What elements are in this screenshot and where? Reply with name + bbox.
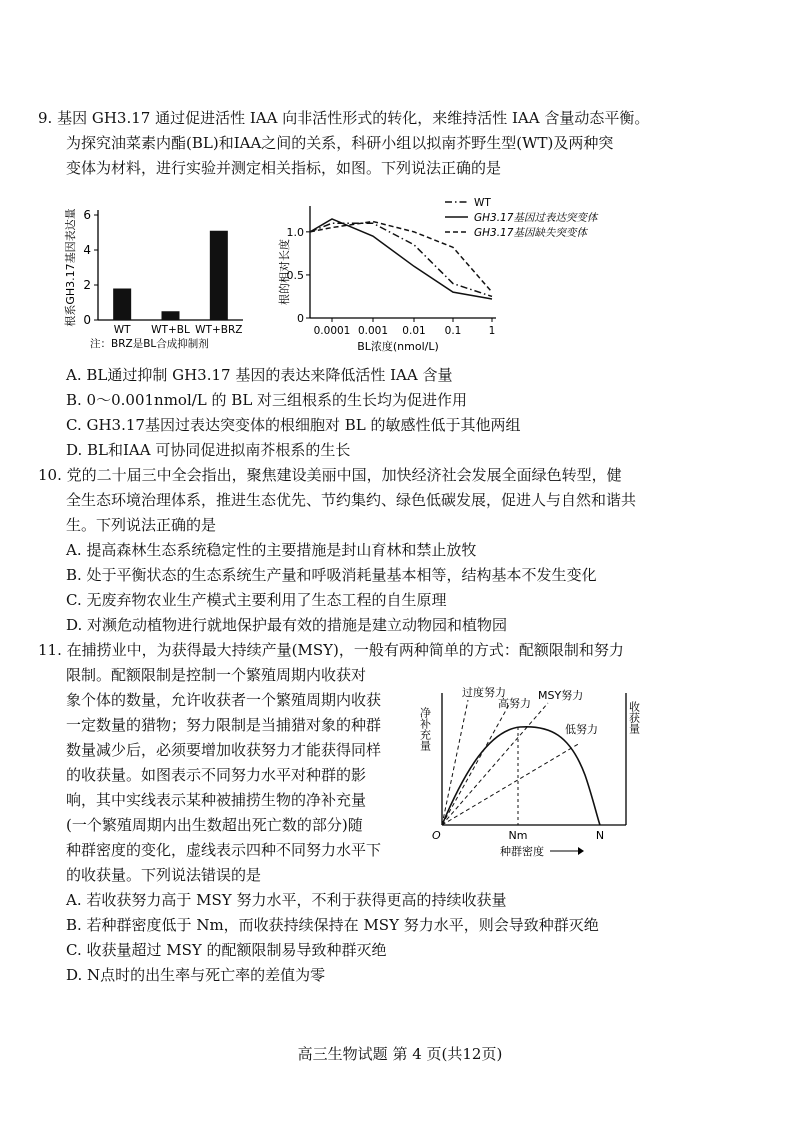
q11-stem-line-5: 数量减少后，必须要增加收获努力才能获得同样	[66, 741, 382, 759]
label-high-effort: 高努力	[498, 697, 531, 710]
q10-option-a: A. 提高森林生态系统稳定性的主要措施是封山育林和禁止放牧	[66, 541, 477, 559]
q11-option-b: B. 若种群密度低于 Nm，而收获持续保持在 MSY 努力水平，则会导致种群灭绝	[66, 916, 599, 934]
series-line-0	[310, 223, 492, 296]
line-x-tick-label: 0.01	[402, 325, 426, 337]
effort-line-3	[442, 743, 580, 825]
q10-stem-line-2: 全生态环境治理体系，推进生态优先、节约集约、绿色低碳发展，促进人与自然和谐共	[66, 491, 637, 509]
bar-WT+BL	[162, 311, 180, 320]
gene-expression-bar-chart	[60, 190, 250, 350]
line-y-tick-label: 1.0	[286, 225, 304, 239]
line-x-tick-label: 0.001	[357, 325, 389, 337]
q9-option-b: B. 0～0.001nmol/L 的 BL 对三组根系的生长均为促进作用	[66, 391, 468, 409]
page-footer: 高三生物试题 第 4 页(共12页)	[297, 1045, 503, 1063]
legend-label-2: GH3.17基因缺失突变体	[474, 227, 587, 239]
q11-stem-line-4: 一定数量的猎物；努力限制是当捕猎对象的种群	[66, 716, 382, 734]
bar-WT	[113, 289, 131, 321]
label-msy-effort: MSY努力	[538, 689, 584, 702]
legend-label-0: WT	[474, 197, 491, 209]
bar-y-tick-label: 0	[83, 313, 91, 327]
origin-label: O	[432, 829, 441, 842]
harvest-effort-graph	[420, 685, 660, 860]
q9-stem-line-1: 9. 基因 GH3.17 通过促进活性 IAA 向非活性形式的转化，来维持活性 IAA 含量动态平衡。	[38, 109, 650, 127]
q11-stem-line-2: 限制。配额限制是控制一个繁殖周期内收获对	[66, 666, 367, 684]
q10-option-c: C. 无废弃物农业生产模式主要利用了生态工程的自生原理	[66, 591, 447, 609]
line-x-tick-label: 0.1	[444, 325, 462, 337]
x-direction-arrowhead	[578, 847, 584, 855]
bar-y-tick-label: 4	[83, 243, 91, 257]
line-x-tick-label: 1	[488, 325, 496, 337]
label-low-effort: 低努力	[565, 723, 598, 736]
line-y-axis-label: 根的相对长度	[278, 239, 291, 305]
fish-x-axis-label: 种群密度	[500, 845, 544, 858]
bar-y-axis-label: 根系GH3.17基因表达量	[64, 208, 77, 327]
effort-line-0	[442, 700, 468, 825]
line-y-tick-label: 0.5	[286, 268, 304, 282]
line-x-tick-label: 0.0001	[313, 325, 351, 337]
net-recruitment-curve	[442, 727, 600, 825]
q9-stem-line-2: 为探究油菜素内酯(BL)和IAA之间的关系，科研小组以拟南芥野生型(WT)及两种突	[66, 134, 614, 152]
nm-label: Nm	[508, 829, 528, 842]
q10-option-d: D. 对濒危动植物进行就地保护最有效的措施是建立动物园和植物园	[66, 616, 508, 634]
line-x-axis-label: BL浓度(nmol/L)	[357, 340, 439, 353]
bar-y-tick-label: 6	[83, 208, 91, 222]
q9-stem-line-3: 变体为材料，进行实验并测定相关指标，如图。下列说法正确的是	[66, 159, 502, 177]
q11-stem-line-3: 象个体的数量，允许收获者一个繁殖周期内收获	[66, 691, 382, 709]
q11-stem-line-1: 11. 在捕捞业中，为获得最大持续产量(MSY)，一般有两种简单的方式：配额限制和努力	[38, 641, 624, 659]
q11-stem-line-8: (一个繁殖周期内出生数超出死亡数的部分)随	[66, 816, 363, 834]
q10-stem-line-1: 10. 党的二十届三中全会指出，聚焦建设美丽中国，加快经济社会发展全面绿色转型，健	[38, 466, 622, 484]
bar-chart-note: 注：BRZ是BL合成抑制剂	[90, 338, 209, 350]
bar-category-label: WT+BRZ	[195, 324, 243, 336]
q9-option-d: D. BL和IAA 可协同促进拟南芥根系的生长	[66, 441, 351, 459]
q11-stem-line-7: 响，其中实线表示某种被捕捞生物的净补充量	[66, 791, 367, 809]
q11-option-c: C. 收获量超过 MSY 的配额限制易导致种群灭绝	[66, 941, 387, 959]
effort-line-1	[442, 703, 510, 825]
label-over-effort: 过度努力	[462, 686, 506, 699]
q11-stem-line-10: 的收获量。下列说法错误的是	[66, 866, 262, 884]
fish-right-axis-label: 收获量	[627, 701, 641, 734]
bar-y-tick-label: 2	[83, 278, 91, 292]
root-length-line-chart	[270, 190, 598, 355]
q11-option-d: D. N点时的出生率与死亡率的差值为零	[66, 966, 326, 984]
line-y-tick-label: 0	[297, 312, 304, 325]
q9-option-c: C. GH3.17基因过表达突变体的根细胞对 BL 的敏感性低于其他两组	[66, 416, 521, 434]
effort-line-2	[442, 703, 548, 825]
bar-WT+BRZ	[210, 231, 228, 320]
q9-option-a: A. BL通过抑制 GH3.17 基因的表达来降低活性 IAA 含量	[66, 366, 453, 384]
q10-option-b: B. 处于平衡状态的生态系统生产量和呼吸消耗量基本相等，结构基本不发生变化	[66, 566, 597, 584]
legend-label-1: GH3.17基因过表达突变体	[474, 212, 598, 224]
q10-stem-line-3: 生。下列说法正确的是	[66, 516, 217, 534]
bar-category-label: WT+BL	[151, 324, 190, 336]
n-label: N	[595, 829, 605, 842]
q11-stem-line-9: 种群密度的变化，虚线表示四种不同努力水平下	[66, 841, 382, 859]
fish-left-axis-label: 净补充量	[418, 707, 432, 751]
q11-stem-line-6: 的收获量。如图表示不同努力水平对种群的影	[66, 766, 367, 784]
q11-option-a: A. 若收获努力高于 MSY 努力水平，不利于获得更高的持续收获量	[66, 891, 507, 909]
bar-category-label: WT	[113, 324, 131, 336]
